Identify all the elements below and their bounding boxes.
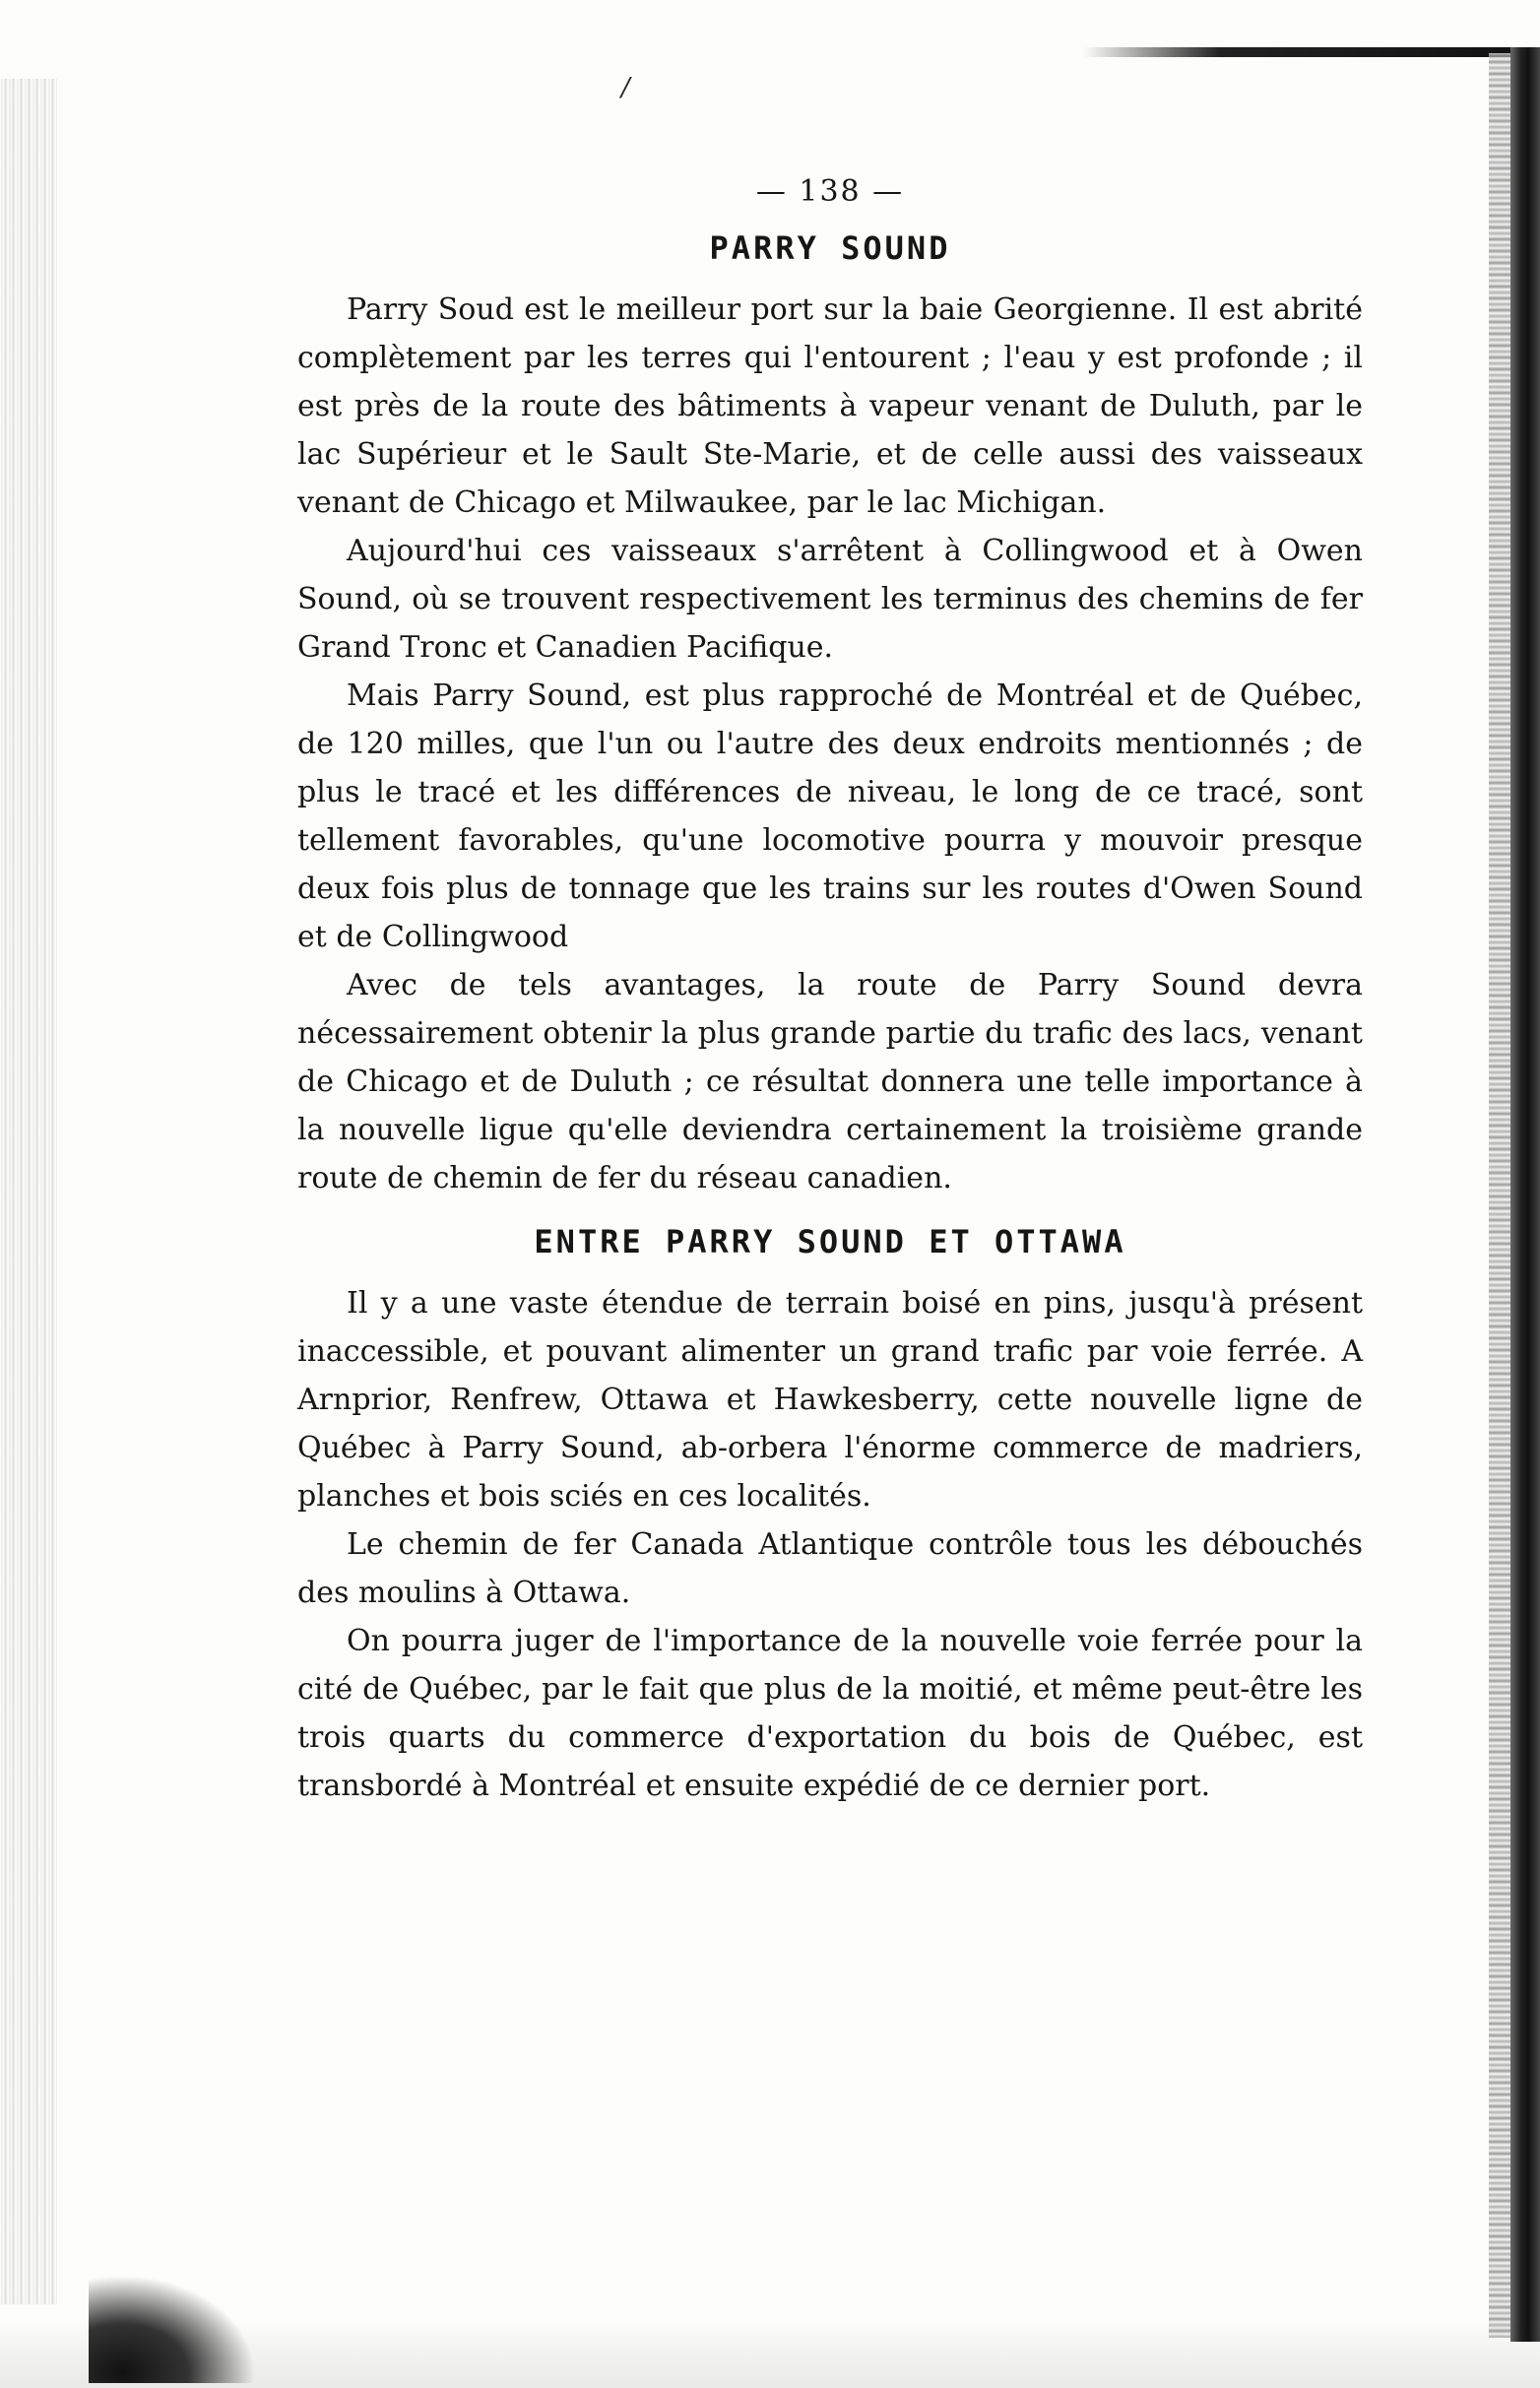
page-edge-frame [1489,53,1510,2338]
paragraph: Aujourd'hui ces vaisseaux s'arrêtent à Collingwood et à Owen Sound, où se trouvent respectivement les terminus des chemins de fer Grand Tronc et Canadien Pacifique. [297,534,1363,665]
section-heading-entre-parry-sound-et-ottawa: ENTRE PARRY SOUND ET OTTAWA [534,1223,1126,1260]
page-number: — 138 — [755,174,905,209]
text-block [297,167,1363,1810]
binding-edge [0,79,57,2304]
paragraph: Mais Parry Sound, est plus rapproché de Montréal et de Québec, de 120 milles, que l'un ou l'autre des deux endroits mentionnés ; de plus le tracé et les différences de niveau, le long de ce tracé, sont tellement favorables, qu'une locomotive pourra y mouvoir presque deux fois plus de tonnage que les trains sur les routes d'Owen Sound et de Collingwood [297,678,1363,954]
page-edge-top [1083,47,1540,57]
paragraph: Parry Soud est le meilleur port sur la baie Georgienne. Il est abrité complètement par les terres qui l'entourent ; l'eau y est profonde ; il est près de la route des bâtiments à vapeur venant de Duluth, par le lac Supérieur et le Sault Ste-Marie, et de celle aussi des vaisseaux venant de Chicago et Milwaukee, par le lac Michigan. [297,292,1363,520]
stray-mark: / [621,73,630,102]
scan-shadow [89,2275,256,2383]
paragraph: On pourra juger de l'importance de la nouvelle voie ferrée pour la cité de Québec, par le fait que plus de la moitié, et même peut-être les trois quarts du commerce d'exportation du bois de Québec, est transbordé à Montréal et ensuite expédié de ce dernier port. [297,1624,1363,1803]
paragraph: Le chemin de fer Canada Atlantique contrôle tous les débouchés des moulins à Ottawa. [297,1527,1363,1610]
page-edge-right [1510,47,1540,2342]
section-heading-parry-sound: PARRY SOUND [709,229,951,267]
paragraph: Il y a une vaste étendue de terrain boisé en pins, jusqu'à présent inaccessible, et pouvant alimenter un grand trafic par voie ferrée. A Arnprior, Renfrew, Ottawa et Hawkesberry, cette nouvelle ligne de Québec à Parry Sound, ab-orbera l'énorme commerce de madriers, planches et bois sciés en ces localités. [297,1286,1363,1514]
paragraph: Avec de tels avantages, la route de Parry Sound devra nécessairement obtenir la plus grande partie du trafic des lacs, venant de Chicago et de Duluth ; ce résultat donnera une telle importance à la nouvelle ligue qu'elle deviendra certainement la troisième grande route de chemin de fer du réseau canadien. [297,968,1363,1195]
